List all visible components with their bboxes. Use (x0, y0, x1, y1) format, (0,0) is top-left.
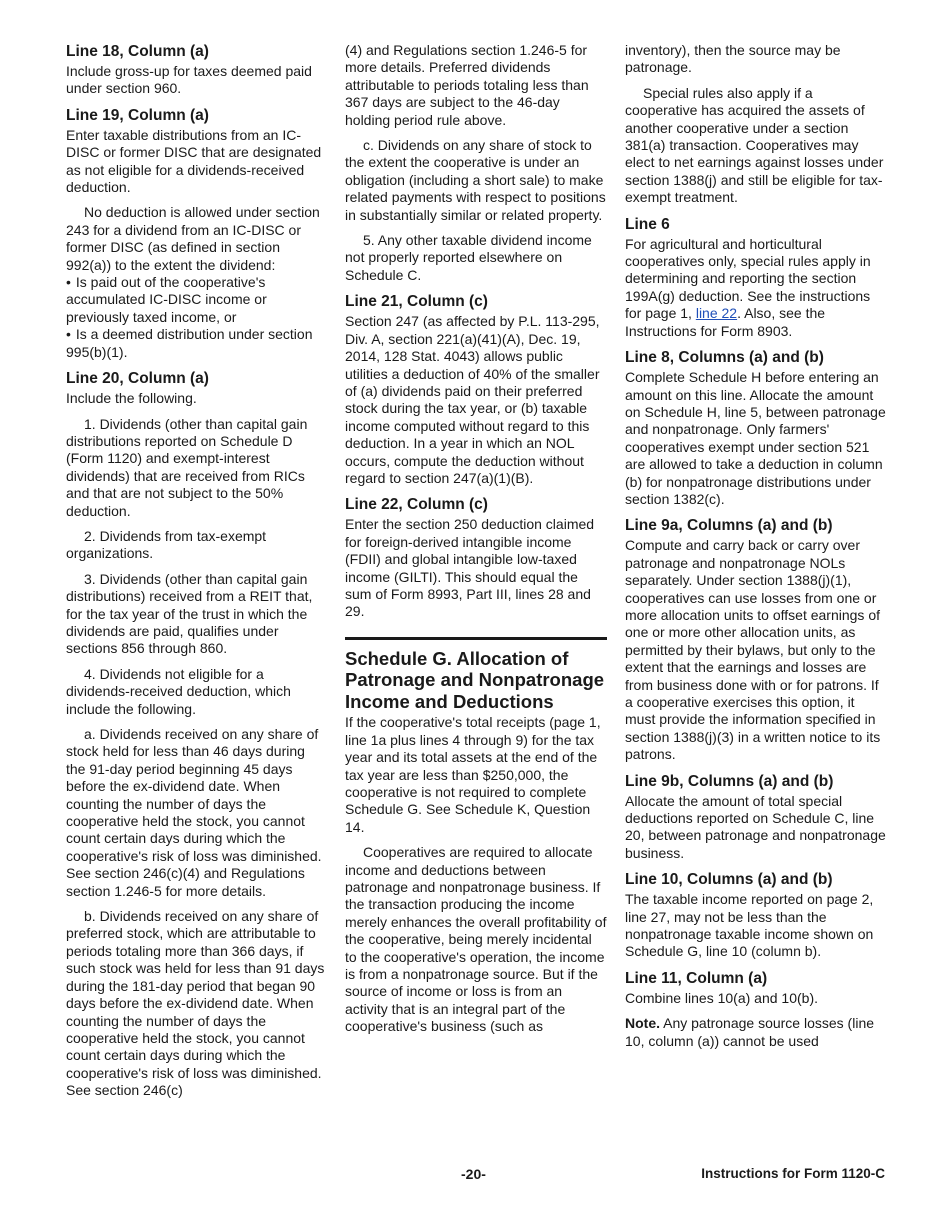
bullet-icon (66, 326, 76, 342)
paragraph-continued: (4) and Regulations section 1.246-5 for more details. Preferred dividends attributable to periods totaling less than 367 days are subject to the 46-day holding period rule above. (345, 42, 589, 128)
paragraph-continued: inventory), then the source may be patronage. (625, 42, 841, 76)
note-paragraph: Note. Any patronage source losses (line 10, column (a)) cannot be used (625, 1015, 875, 1049)
list-item-2: 2. Dividends from tax-exempt organizations. (66, 527, 267, 562)
heading-line-10: Line 10, Columns (a) and (b) (625, 871, 833, 889)
paragraph-schedule-g-a: If the cooperative's total receipts (page 1, line 1a plus lines 4 through 9) for the tax year and its total assets at the end of the tax year are less than $250,000, the cooperative is not required to complete Schedule G. See Schedule K, Question 14. (345, 714, 601, 835)
paragraph-line-20: Include the following. (66, 390, 197, 407)
paragraph-line-6: For agricultural and horticultural cooperatives only, special rules apply in determining and reporting the section 199A(g) deduction. See the instructions for page 1, line 22. Also, see the Instructions for Form 8903. (625, 235, 871, 339)
schedule-g-title: Schedule G. Allocation of Patronage and Nonpatronage Income and Deductions (345, 647, 605, 712)
column-right (625, 42, 887, 1050)
heading-line-22: Line 22, Column (c) (345, 496, 488, 514)
heading-line-6: Line 6 (625, 215, 670, 233)
paragraph-line-19-a: Enter taxable distributions from an IC-DISC or former DISC that are designated as not eligible for a dividends-received deduction. (66, 126, 322, 196)
list-item-3: 3. Dividends (other than capital gain distributions) received from a REIT that, for the tax year of the trust in which the dividends are paid, qualifies under sections 856 through 860. (66, 570, 313, 657)
footer-form-title: Instructions for Form 1120-C (701, 1166, 885, 1181)
list-item-1: 1. Dividends (other than capital gain distributions reported on Schedule D (Form 1120) and exempt-interest dividends) that are received from RICs and that are not subject to the 50% deduction. (66, 415, 308, 519)
paragraph-line-18: Include gross-up for taxes deemed paid under section 960. (66, 63, 312, 97)
list-item-5: 5. Any other taxable dividend income not properly reported elsewhere on Schedule C. (345, 232, 592, 283)
bullet-icon (66, 274, 76, 290)
section-divider (345, 637, 607, 640)
bullet-item: • Is paid out of the cooperative's accumulated IC-DISC income or previously taxed income, or (66, 274, 328, 326)
heading-line-20: Line 20, Column (a) (66, 370, 209, 388)
paragraph-line-11: Combine lines 10(a) and 10(b). (625, 989, 818, 1006)
list-item-4: 4. Dividends not eligible for a dividends-received deduction, which include the following. (66, 665, 291, 717)
heading-line-9b: Line 9b, Columns (a) and (b) (625, 772, 834, 790)
heading-line-21: Line 21, Column (c) (345, 293, 488, 311)
paragraph-schedule-g-b: Cooperatives are required to allocate income and deductions between patronage and nonpatronage business. If the transaction producing the income merely enhances the overall profitability of the cooperative, being merely incidental to the cooperative's operation, the income is from a nonpatronage source. But if the source of income or loss is from an activity that is an integral part of the cooperative's business (such as (345, 844, 607, 1035)
column-middle (345, 42, 607, 1036)
paragraph-line-9b: Allocate the amount of total special deductions reported on Schedule C, line 20, between patronage and nonpatronage business. (625, 792, 886, 861)
page-number: -20- (461, 1166, 486, 1182)
paragraph-line-10: The taxable income reported on page 2, line 27, may not be less than the nonpatronage taxable income shown on Schedule G, line 10 (column b). (625, 891, 874, 960)
note-label: Note. (625, 1015, 660, 1032)
paragraph-line-8: Complete Schedule H before entering an amount on this line. Allocate the amount on Schedule H, line 5, between patronage and nonpatronage. Only farmers' cooperatives exempt under section 521 are allowed to take a deduction in column (b) for nonpatronage distributions under section 1382(c). (625, 369, 886, 507)
heading-line-19: Line 19, Column (a) (66, 106, 209, 124)
heading-line-18: Line 18, Column (a) (66, 43, 209, 60)
paragraph-special-rules: Special rules also apply if a cooperative has acquired the assets of another cooperative under a section 381(a) transaction. Cooperatives may elect to net earnings against losses under section 1388(j) and still be eligible for tax-exempt treatment. (625, 84, 884, 206)
paragraph-line-19-b: No deduction is allowed under section 243 for a dividend from an IC-DISC or former DISC (as defined in section 992(a)) to the extent the dividend: (66, 204, 320, 273)
paragraph-line-22: Enter the section 250 deduction claimed for foreign-derived intangible income (FDII) and global intangible low-taxed income (GILTI). This should equal the sum of Form 8993, Part III, lines 28 and 29. (345, 516, 595, 620)
column-left (66, 42, 328, 1100)
list-item-4a: a. Dividends received on any share of stock held for less than 46 days during the 91-day period beginning 45 days before the ex-dividend date. When counting the number of days the cooperative held the stock, you cannot count certain days during which the cooperative's risk of loss was diminished. See section 246(c)(4) and Regulations section 1.246-5 for more details. (66, 726, 322, 899)
bullet-item: • Is a deemed distribution under section 995(b)(1). (66, 326, 328, 361)
list-item-4b: b. Dividends received on any share of preferred stock, which are attributable to periods totaling more than 366 days, if such stock was held for less than 91 days during the 181-day period that began 90 days before the ex-dividend date. When counting the number of days the cooperative held the stock, you cannot count certain days during which the cooperative's risk of loss was diminished. See section 246(c) (66, 908, 325, 1099)
heading-line-8: Line 8, Columns (a) and (b) (625, 349, 824, 367)
heading-line-9a: Line 9a, Columns (a) and (b) (625, 517, 833, 535)
line-22-link[interactable]: line 22 (695, 305, 738, 322)
paragraph-line-9a: Compute and carry back or carry over patronage and nonpatronage NOLs separately. Under section 1388(j)(1), cooperatives can use losses from one or more allocation units to offset earnings of one or more other allocation units, as permitted by their bylaws, but only to the extent that the earnings and losses are from business done with or for patrons. If a cooperative exercises this option, it must provide the information specified in section 1388(j)(3) in a written notice to its patrons. (625, 537, 881, 763)
list-item-4c: c. Dividends on any share of stock to the extent the cooperative is under an obligation (including a short sale) to make related payments with respect to positions in substantially similar or related property. (345, 137, 606, 223)
heading-line-11: Line 11, Column (a) (625, 969, 768, 987)
paragraph-line-21: Section 247 (as affected by P.L. 113-295, Div. A, section 221(a)(41)(A), Dec. 19, 2014, 128 Stat. 4043) allows public utilities a deduction of 40% of the smaller of (a) dividends paid on their preferred stock during the tax year, or (b) taxable income computed without regard to this deduction. In a year in which an NOL occurs, compute the deduction without regard to section 247(a)(1)(B). (345, 313, 600, 486)
